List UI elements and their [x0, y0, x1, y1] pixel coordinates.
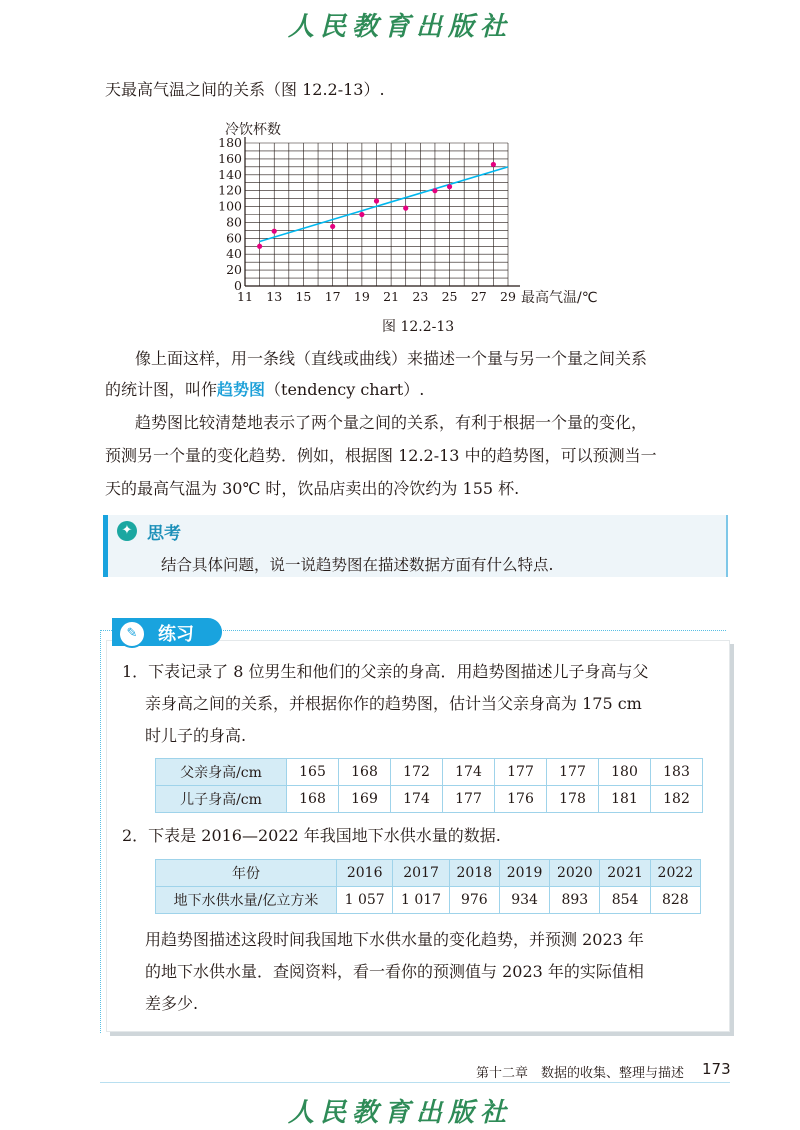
- y-tick-label: 160: [218, 150, 242, 166]
- data-point: [432, 188, 437, 193]
- table-cell: 2020: [550, 860, 600, 887]
- table-cell: 183: [651, 759, 703, 786]
- data-point: [447, 184, 452, 189]
- x-tick-label: 29: [500, 289, 516, 304]
- y-tick-label: 180: [218, 135, 242, 150]
- table-cell: 934: [499, 887, 549, 914]
- data-point: [359, 212, 364, 217]
- publisher-header: 人民教育出版社: [287, 12, 512, 42]
- row-label: 地下水供水量/亿立方米: [156, 887, 337, 914]
- table-cell: 176: [495, 786, 547, 813]
- exercise-title: 练习: [158, 624, 194, 645]
- y-tick-label: 0: [234, 278, 242, 293]
- para2-line2: 预测另一个量的变化趋势．例如，根据图 12.2-13 中的趋势图，可以预测当一: [105, 446, 657, 465]
- table-cell: 177: [443, 786, 495, 813]
- chart-grid: [245, 143, 508, 286]
- para1-before-term: 的统计图，叫作: [105, 380, 218, 399]
- q2-line1: 2．下表是 2016—2022 年我国地下水供水量的数据.: [122, 826, 501, 845]
- table-cell: 182: [651, 786, 703, 813]
- row-label: 年份: [156, 860, 337, 887]
- table-cell: 2016: [337, 860, 393, 887]
- lightbulb-icon: ✦: [117, 521, 137, 541]
- x-tick-label: 15: [295, 289, 312, 304]
- y-axis-label: 冷饮杯数: [225, 122, 281, 138]
- x-tick-label: 25: [441, 289, 458, 304]
- y-tick-label: 60: [226, 230, 242, 246]
- footer-rule: [100, 1082, 730, 1083]
- table-cell: 893: [550, 887, 600, 914]
- y-tick-label: 40: [226, 246, 242, 262]
- x-tick-label: 17: [324, 289, 341, 304]
- key-term: 趋势图: [217, 380, 266, 399]
- intro-line: 天最高气温之间的关系（图 12.2-13）.: [105, 80, 385, 99]
- data-point: [374, 198, 379, 203]
- x-tick-labels: [237, 289, 516, 304]
- x-tick-label: 23: [412, 289, 429, 304]
- table-cell: 1 057: [337, 887, 393, 914]
- think-right-rule: [726, 515, 728, 577]
- table-cell: 2017: [393, 860, 449, 887]
- height-table: [155, 758, 703, 813]
- think-text: 结合具体问题，说一说趋势图在描述数据方面有什么特点.: [161, 556, 554, 574]
- data-point: [491, 162, 496, 167]
- table-cell: 172: [391, 759, 443, 786]
- table-cell: 1 017: [393, 887, 449, 914]
- x-tick-label: 19: [353, 289, 370, 304]
- table-cell: 828: [650, 887, 700, 914]
- q2-text-line1: 用趋势图描述这段时间我国地下水供水量的变化趋势，并预测 2023 年: [145, 930, 644, 949]
- x-tick-label: 21: [383, 289, 400, 304]
- data-point: [257, 244, 262, 249]
- pencil-icon: ✎: [118, 620, 146, 648]
- figure-caption: 图 12.2-13: [382, 319, 455, 335]
- y-tick-label: 80: [226, 214, 242, 230]
- data-point: [403, 206, 408, 211]
- table-cell: 181: [599, 786, 651, 813]
- para1-line2: [105, 380, 424, 400]
- table-cell: 854: [600, 887, 650, 914]
- table-row: [156, 887, 701, 914]
- table-cell: 2018: [449, 860, 499, 887]
- table-cell: 976: [449, 887, 499, 914]
- y-tick-label: 140: [218, 166, 242, 182]
- think-title: 思考: [147, 524, 181, 544]
- table-cell: 2022: [650, 860, 700, 887]
- x-tick-label: 13: [266, 289, 283, 304]
- row-label: 儿子身高/cm: [156, 786, 287, 813]
- table-cell: 2019: [499, 860, 549, 887]
- x-tick-label: 27: [470, 289, 487, 304]
- data-point: [272, 229, 277, 234]
- q2-text-line3: 差多少.: [145, 994, 199, 1013]
- table-cell: 2021: [600, 860, 650, 887]
- table-cell: 177: [495, 759, 547, 786]
- table-row: [156, 786, 703, 813]
- y-tick-label: 100: [218, 198, 242, 214]
- chapter-footer: 第十二章 数据的收集、整理与描述: [476, 1066, 685, 1081]
- table-cell: 168: [339, 759, 391, 786]
- q2-text-line2: 的地下水供水量．查阅资料，看一看你的预测值与 2023 年的实际值相: [145, 962, 644, 981]
- para2-line1: 趋势图比较清楚地表示了两个量之间的关系，有利于根据一个量的变化，: [135, 413, 648, 432]
- think-accent-bar: [103, 515, 108, 577]
- table-cell: 178: [547, 786, 599, 813]
- think-box: [103, 515, 728, 577]
- q1-line2: 亲身高之间的关系，并根据你作的趋势图，估计当父亲身高为 175 cm: [145, 694, 642, 713]
- table-row: [156, 860, 701, 887]
- table-cell: 174: [391, 786, 443, 813]
- publisher-footer: 人民教育出版社: [287, 1098, 512, 1128]
- x-tick-label: 11: [237, 289, 253, 304]
- table-cell: 177: [547, 759, 599, 786]
- para2-line3: 天的最高气温为 30℃ 时，饮品店卖出的冷饮约为 155 杯.: [105, 479, 520, 498]
- data-point: [330, 224, 335, 229]
- y-tick-labels: [218, 135, 242, 293]
- table-row: [156, 759, 703, 786]
- groundwater-table: [155, 859, 701, 914]
- trend-chart: [218, 118, 645, 308]
- para1-after-term: （tendency chart）.: [265, 380, 425, 399]
- table-cell: 169: [339, 786, 391, 813]
- para1-line1: 像上面这样，用一条线（直线或曲线）来描述一个量与另一个量之间关系: [135, 349, 648, 368]
- x-axis-label: 最高气温/℃: [521, 290, 598, 306]
- table-cell: 165: [287, 759, 339, 786]
- table-cell: 168: [287, 786, 339, 813]
- table-cell: 174: [443, 759, 495, 786]
- q1-line3: 时儿子的身高.: [145, 726, 247, 745]
- q1-line1: 1．下表记录了 8 位男生和他们的父亲的身高．用趋势图描述儿子身高与父: [122, 662, 649, 681]
- y-tick-label: 120: [218, 182, 242, 198]
- table-cell: 180: [599, 759, 651, 786]
- y-tick-label: 20: [226, 262, 242, 278]
- row-label: 父亲身高/cm: [156, 759, 287, 786]
- page-number: 173: [702, 1060, 731, 1078]
